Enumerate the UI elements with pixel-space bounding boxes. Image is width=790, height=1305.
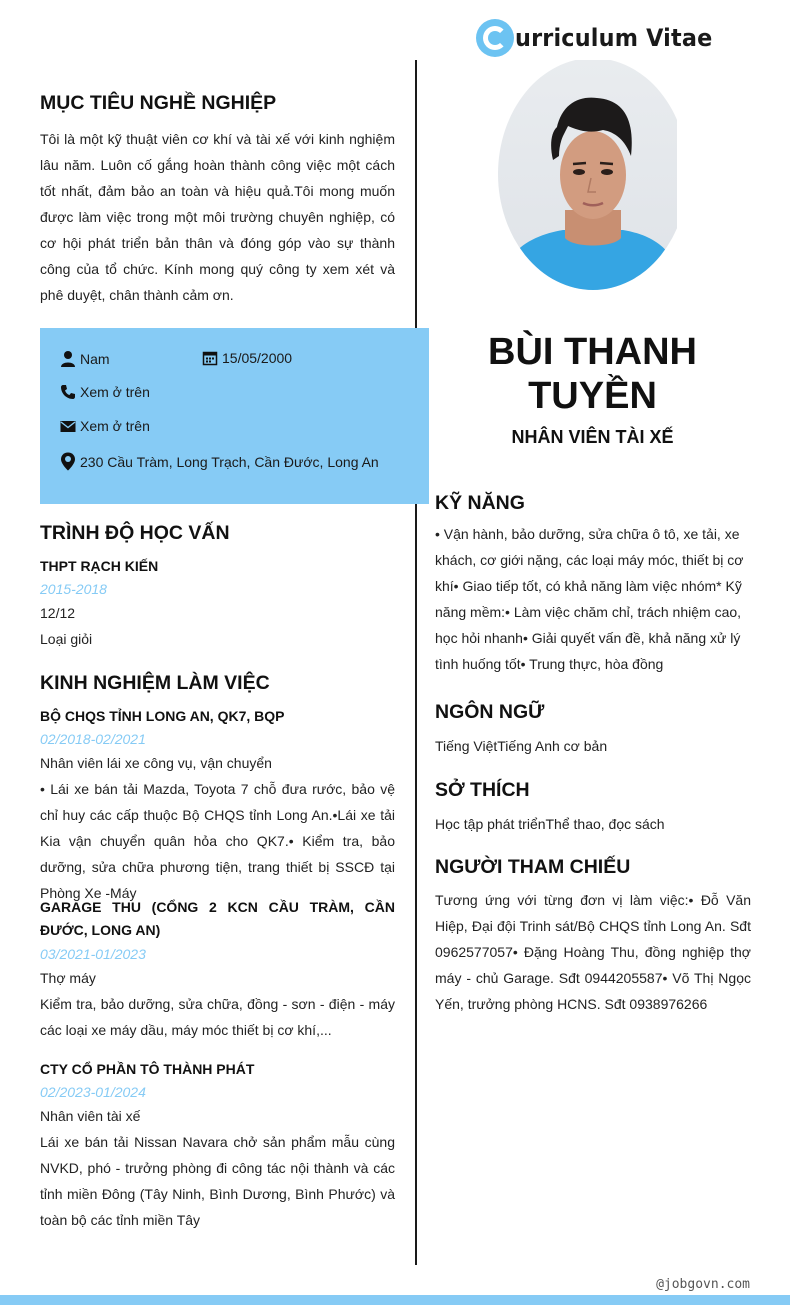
experience-date: 03/2021-01/2023 <box>40 946 146 962</box>
experience-position: Thợ máy <box>40 970 96 986</box>
experience-date: 02/2023-01/2024 <box>40 1084 146 1100</box>
email-row <box>60 418 150 434</box>
phone-value: Xem ở trên <box>80 384 150 400</box>
hobbies-section <box>435 779 751 837</box>
experience-description: Kiểm tra, bảo dưỡng, sửa chữa, đồng - sơn - điện - máy các loại xe máy dầu, máy móc thiết bị cơ khí,... <box>40 996 395 1038</box>
candidate-name <box>460 330 725 418</box>
experience-description: • Lái xe bán tải Mazda, Toyota 7 chỗ đưa rước, bảo vệ chỉ huy các cấp thuộc Bộ CHQS tỉnh Long An.•Lái xe tải Kia vận chuyển quân hỏa cho QK7.• Kiểm tra, bảo dưỡng, sửa chữa phương tiện, trang thiết bị SSCĐ tại Phòng Xe -Máy <box>40 781 395 901</box>
candidate-name-line1: BÙI THANH <box>488 331 697 373</box>
experience-title: KINH NGHIỆM LÀM VIỆC <box>40 672 270 694</box>
profile-photo <box>493 60 677 290</box>
languages-text: Tiếng ViệtTiếng Anh cơ bản <box>435 738 608 754</box>
footer-watermark: @jobgovn.com <box>656 1277 750 1292</box>
email-value: Xem ở trên <box>80 418 150 434</box>
experience-position: Nhân viên tài xế <box>40 1108 141 1124</box>
candidate-name-line2: TUYỀN <box>528 375 657 417</box>
languages-section <box>435 701 751 759</box>
languages-title: NGÔN NGỮ <box>435 701 545 723</box>
dob-value: 15/05/2000 <box>222 350 293 366</box>
hobbies-title: SỞ THÍCH <box>435 779 530 801</box>
experience-position: Nhân viên lái xe công vụ, vận chuyển <box>40 755 272 771</box>
job-title: NHÂN VIÊN TÀI XẾ <box>511 427 674 447</box>
envelope-icon <box>60 419 76 433</box>
hobbies-text: Học tập phát triểnThể thao, đọc sách <box>435 816 665 832</box>
references-title: NGƯỜI THAM CHIẾU <box>435 856 631 878</box>
footer-bar <box>0 1295 790 1305</box>
company-name: CTY CỔ PHẦN TÔ THÀNH PHÁT <box>40 1061 255 1077</box>
phone-icon <box>60 384 76 400</box>
column-divider <box>415 60 417 1265</box>
objective-text: Tôi là một kỹ thuật viên cơ khí và tài xế với kinh nghiệm lâu năm. Luôn cố gắng hoàn thành công việc một cách tốt nhất, đảm bảo an toàn và hiệu quả.Tôi mong muốn được làm việc trong một môi trường chuyên nghiệp, có cơ hội phát triển bản thân và đóng góp vào sự thành công của tổ chức. Kính mong quý công ty xem xét và phê duyệt, chân thành cảm ơn. <box>40 131 395 303</box>
school-name: THPT RẠCH KIẾN <box>40 558 159 574</box>
education-grade: 12/12 <box>40 605 76 621</box>
address-value: 230 Cầu Tràm, Long Trạch, Cần Đước, Long An <box>80 453 379 470</box>
experience-item <box>40 896 395 1043</box>
calendar-icon <box>202 350 218 366</box>
company-name: GARAGE THU (CỔNG 2 KCN CẦU TRÀM, CẦN ĐƯỚC, LONG AN) <box>40 899 395 938</box>
experience-item <box>40 1058 395 1233</box>
objective-title: MỤC TIÊU NGHỀ NGHIỆP <box>40 92 277 114</box>
location-pin-icon <box>60 452 76 471</box>
personal-info-box <box>40 328 429 504</box>
education-item <box>40 555 395 652</box>
experience-item <box>40 705 395 906</box>
skills-title: KỸ NĂNG <box>435 492 525 514</box>
phone-row <box>60 384 150 400</box>
skills-text: • Vận hành, bảo dưỡng, sửa chữa ô tô, xe tải, xe khách, cơ giới nặng, các loại máy móc, thiết bị cơ khí• Giao tiếp tốt, có khả năng làm việc nhóm* Kỹ năng mềm:• Làm việc chăm chỉ, trách nhiệm cao, học hỏi nhanh• Giải quyết vấn đề, khả năng xử lý tình huống tốt• Trung thực, hòa đồng <box>435 526 744 672</box>
education-rank: Loại giỏi <box>40 631 93 647</box>
references-text: Tương ứng với từng đơn vị làm việc:• Đỗ Văn Hiệp, Đại đội Trinh sát/Bộ CHQS tỉnh Long An. Sđt 0962577057• Đặng Hoàng Thu, đồng nghiệp thợ máy - chủ Garage. Sđt 0944205587• Võ Thị Ngọc Yến, trưởng phòng HCNS. Sđt 0938976266 <box>435 892 751 1012</box>
logo-text: urriculum Vitae <box>515 24 713 52</box>
company-name: BỘ CHQS TỈNH LONG AN, QK7, BQP <box>40 708 285 724</box>
education-title: TRÌNH ĐỘ HỌC VẤN <box>40 522 230 544</box>
references-section <box>435 856 751 1017</box>
experience-date: 02/2018-02/2021 <box>40 731 146 747</box>
experience-description: Lái xe bán tải Nissan Navara chở sản phẩm mẫu cùng NVKD, phó - trưởng phòng đi công tác nội thành và các tỉnh miền Đông (Tây Ninh, Bình Dương, Bình Phước) và toàn bộ các tỉnh miền Tây <box>40 1134 395 1228</box>
gender-value: Nam <box>80 350 110 367</box>
gender-row <box>60 350 110 367</box>
education-date: 2015-2018 <box>40 581 107 597</box>
cv-logo <box>476 18 727 58</box>
address-row <box>60 452 379 471</box>
logo-c-icon <box>476 19 514 57</box>
person-icon <box>60 350 76 367</box>
dob-row <box>202 350 292 366</box>
skills-section <box>435 492 751 677</box>
